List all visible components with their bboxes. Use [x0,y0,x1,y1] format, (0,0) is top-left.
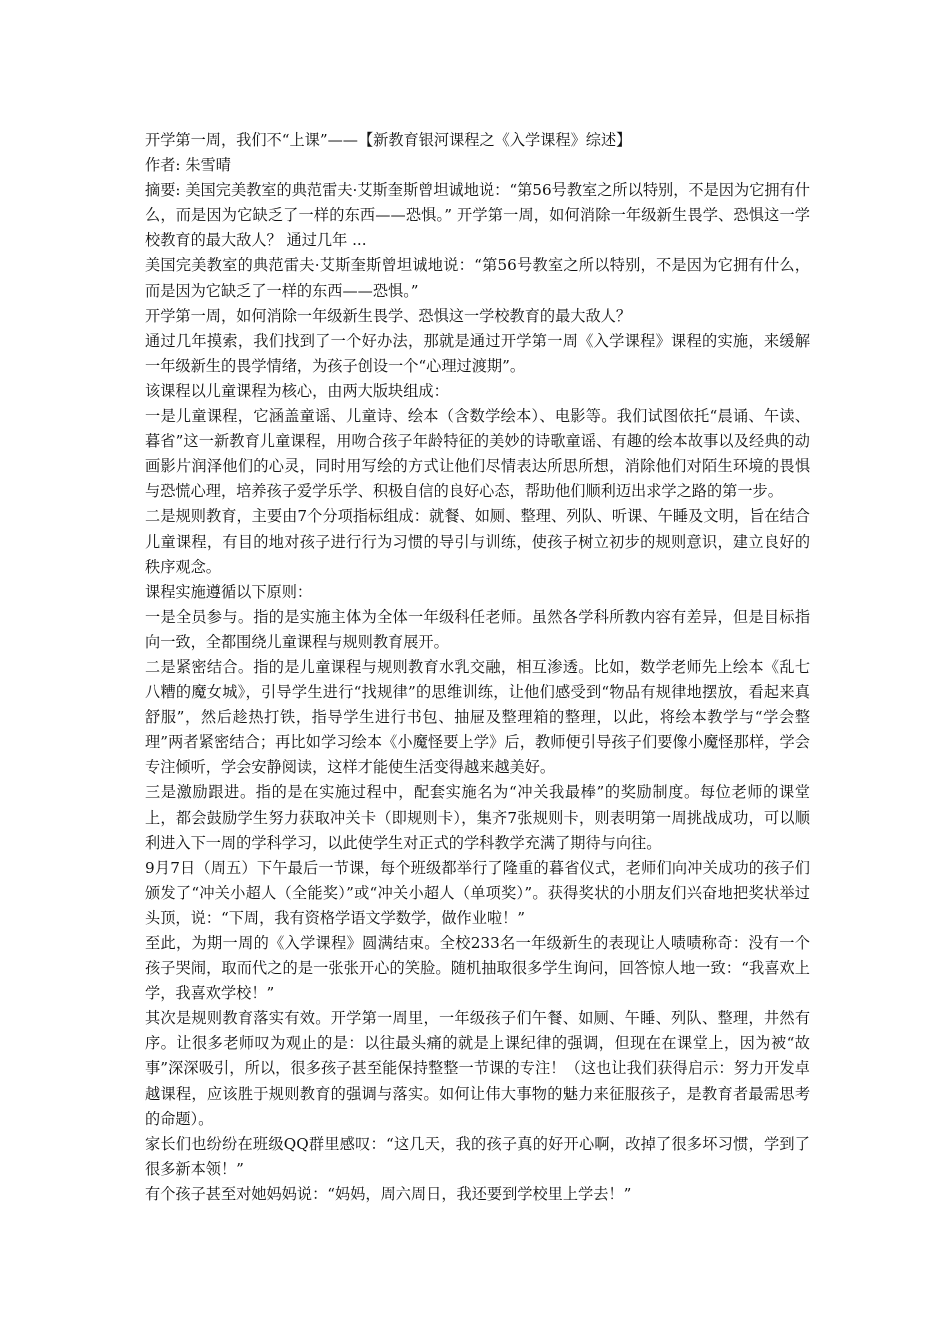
paragraph-abstract: 摘要: 美国完美教室的典范雷夫·艾斯奎斯曾坦诚地说：“第56号教室之所以特别，不是因为它拥有什么，而是因为它缺乏了一样的东西——恐惧。” 开学第一周，如何消除一年级新生畏学、恐惧这一学校教育的最大敌人？ 通过几年 ... [145,181,810,250]
paragraph: 9月7日（周五）下午最后一节课，每个班级都举行了隆重的暮省仪式，老师们向冲关成功的孩子们颁发了“冲关小超人（全能奖）”或“冲关小超人（单项奖）”。获得奖状的小朋友们兴奋地把奖状举过头顶，说：“下周，我有资格学语文学数学，做作业啦！” [145,858,810,927]
paragraph: 美国完美教室的典范雷夫·艾斯奎斯曾坦诚地说：“第56号教室之所以特别，不是因为它拥有什么，而是因为它缺乏了一样的东西——恐惧。” [145,256,810,300]
paragraph: 家长们也纷纷在班级QQ群里感叹：“这几天，我的孩子真的好开心啊，改掉了很多坏习惯，学到了很多新本领！” [145,1134,810,1178]
paragraph: 一是儿童课程，它涵盖童谣、儿童诗、绘本（含数学绘本）、电影等。我们试图依托“晨诵、午读、暮省”这一新教育儿童课程，用吻合孩子年龄特征的美妙的诗歌童谣、有趣的绘本故事以及经典的动画影片润泽他们的心灵，同时用写绘的方式让他们尽情表达所思所想，消除他们对陌生环境的畏惧与恐慌心理，培养孩子爱学乐学、积极自信的良好心态，帮助他们顺利迈出求学之路的第一步。 [145,407,810,501]
paragraph: 开学第一周，如何消除一年级新生畏学、恐惧这一学校教育的最大敌人？ [145,306,631,325]
paragraph: 该课程以儿童课程为核心，由两大版块组成： [145,381,449,400]
paragraph: 通过几年摸索，我们找到了一个好办法，那就是通过开学第一周《入学课程》课程的实施，来缓解一年级新生的畏学情绪，为孩子创设一个“心理过渡期”。 [145,331,810,375]
document-page [145,128,810,1207]
paragraph: 至此，为期一周的《入学课程》圆满结束。全校233名一年级新生的表现让人啧啧称奇：没有一个孩子哭闹，取而代之的是一张张开心的笑脸。随机抽取很多学生询问，回答惊人地一致：“我喜欢上学，我喜欢学校！” [145,934,810,1003]
paragraph: 三是激励跟进。指的是在实施过程中，配套实施名为“冲关我最棒”的奖励制度。每位老师的课堂上，都会鼓励学生努力获取冲关卡（即规则卡），集齐7张规则卡，则表明第一周挑战成功，可以顺利进入下一周的学科学习，以此使学生对正式的学科教学充满了期待与向往。 [145,783,810,852]
paragraph: 二是规则教育，主要由7个分项指标组成：就餐、如厕、整理、列队、听课、午睡及文明，旨在结合儿童课程，有目的地对孩子进行行为习惯的导引与训练，使孩子树立初步的规则意识，建立良好的秩序观念。 [145,507,810,576]
paragraph: 有个孩子甚至对她妈妈说：“妈妈，周六周日，我还要到学校里上学去！” [145,1184,632,1203]
paragraph: 其次是规则教育落实有效。开学第一周里，一年级孩子们午餐、如厕、午睡、列队、整理，井然有序。让很多老师叹为观止的是：以往最头痛的就是上课纪律的强调，但现在在课堂上，因为被“故事”深深吸引，所以，很多孩子甚至能保持整整一节课的专注！（这也让我们获得启示：努力开发卓越课程，应该胜于规则教育的强调与落实。如何让伟大事物的魅力来征服孩子，是教育者最需思考的命题）。 [145,1009,810,1128]
paragraph: 二是紧密结合。指的是儿童课程与规则教育水乳交融，相互渗透。比如，数学老师先上绘本《乱七八糟的魔女城》，引导学生进行“找规律”的思维训练，让他们感受到“物品有规律地摆放，看起来真舒服”，然后趁热打铁，指导学生进行书包、抽屉及整理箱的整理，以此，将绘本教学与“学会整理”两者紧密结合；再比如学习绘本《小魔怪要上学》后，教师便引导孩子们要像小魔怪那样，学会专注倾听，学会安静阅读，这样才能使生活变得越来越美好。 [145,657,810,777]
paragraph: 一是全员参与。指的是实施主体为全体一年级科任老师。虽然各学科所教内容有差异，但是目标指向一致，全都围绕儿童课程与规则教育展开。 [145,607,810,651]
document-title: 开学第一周，我们不“上课”——【新教育银河课程之《入学课程》综述】 [145,131,632,149]
document-author: 作者: 朱雪晴 [145,156,231,175]
paragraph: 课程实施遵循以下原则： [145,582,313,601]
